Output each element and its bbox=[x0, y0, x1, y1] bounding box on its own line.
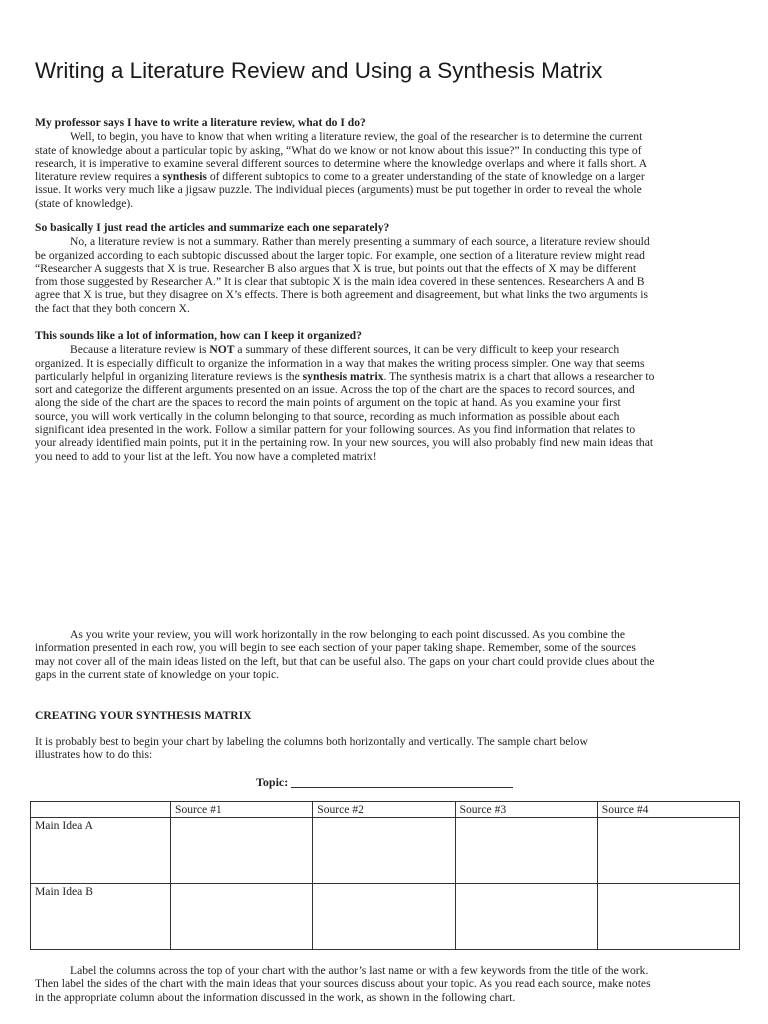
column-header-source-1: Source #1 bbox=[171, 802, 313, 818]
table-corner-cell bbox=[31, 802, 171, 818]
section-creating-matrix bbox=[35, 709, 655, 723]
emphasis-not: NOT bbox=[209, 343, 235, 357]
page-title: Writing a Literature Review and Using a Synthesis Matrix bbox=[35, 58, 603, 83]
table-row bbox=[31, 818, 740, 884]
table-cell bbox=[171, 884, 313, 950]
topic-line bbox=[256, 775, 513, 790]
table-header-row bbox=[31, 802, 740, 818]
topic-label: Topic: bbox=[256, 775, 289, 789]
paragraph: Well, to begin, you have to know that when writing a literature review, the goal of the researcher is to determine the current state of knowledge about a particular topic by asking, “What do we know or not know about this issue?” In conducting this type of research, it is imperative to examine several different sources to determine where the knowledge overlaps and where it falls short. A literature review requires a synthesis of different subtopics to come to a greater understanding of the state of knowledge on a larger issue. It works very much like a jigsaw puzzle. The individual pieces (arguments) must be put together in order to reveal the whole (state of knowledge). bbox=[35, 130, 647, 210]
section-organize bbox=[35, 329, 655, 463]
row-label-main-idea-a: Main Idea A bbox=[31, 818, 171, 884]
question-heading: So basically I just read the articles and summarize each one separately? bbox=[35, 221, 390, 234]
synthesis-matrix-table bbox=[30, 801, 740, 950]
paragraph: Because a literature review is NOT a summary of these different sources, it can be very difficult to keep your research organized. It is especially difficult to organize the information in a way that makes the writing process simpler. One way that seems particularly helpful in organizing literature reviews is the synthesis matrix. The synthesis matrix is a chart that allows a researcher to sort and categorize the different arguments presented on an issue. Across the top of the chart are the spaces to record sources, and along the side of the chart are the spaces to record the main points of argument on the topic at hand. As you examine your first source, you will work vertically in the column belonging to that source, recording as much information as possible about each significant idea presented in the work. Follow a similar pattern for your following sources. As you find information that relates to your already identified main points, put it in the pertaining row. In your new sources, you will also probably find new main ideas that you need to add to your list at the left. You now have a completed matrix! bbox=[35, 343, 655, 463]
question-heading: My professor says I have to write a literature review, what do I do? bbox=[35, 116, 366, 129]
table-cell bbox=[597, 818, 739, 884]
section-write-review bbox=[35, 628, 655, 681]
column-header-source-2: Source #2 bbox=[313, 802, 455, 818]
table-row bbox=[31, 884, 740, 950]
paragraph: As you write your review, you will work horizontally in the row belonging to each point discussed. As you combine the information presented in each row, you will begin to see each section of your paper taking shape. Remember, some of the sources may not cover all of the main ideas listed on the left, but that can be useful also. The gaps on your chart could provide clues about the gaps in the current state of knowledge on your topic. bbox=[35, 628, 655, 681]
table-cell bbox=[313, 818, 455, 884]
question-heading: This sounds like a lot of information, how can I keep it organized? bbox=[35, 329, 362, 342]
paragraph: Label the columns across the top of your chart with the author’s last name or with a few keywords from the title of the work. Then label the sides of the chart with the main ideas that your sources discuss about your topic. As you read each source, make notes in the appropriate column about the information discussed in the work, as shown in the following chart. bbox=[35, 964, 651, 1004]
emphasis-synthesis: synthesis bbox=[162, 170, 207, 184]
paragraph: No, a literature review is not a summary. Rather than merely presenting a summary of each source, a literature review should be organized according to each subtopic discussed about the larger topic. For example, one section of a literature review might read “Researcher A suggests that X is true. Researcher B also argues that X is true, but points out that the effects of X may be different from those suggested by Researcher A.” It is clear that subtopic X is the main idea covered in these sentences. Researchers A and B agree that X is true, but they disagree on X’s effects. There is both agreement and disagreement, but what links the two arguments is the fact that they both concern X. bbox=[35, 235, 650, 315]
column-header-source-3: Source #3 bbox=[455, 802, 597, 818]
table-cell bbox=[455, 884, 597, 950]
section-labeling bbox=[35, 735, 605, 762]
section-label-columns bbox=[35, 964, 655, 1004]
paragraph: It is probably best to begin your chart by labeling the columns both horizontally and vertically. The sample chart below illustrates how to do this: bbox=[35, 735, 588, 762]
section-write-lit-review bbox=[35, 116, 655, 210]
section-heading: CREATING YOUR SYNTHESIS MATRIX bbox=[35, 709, 252, 722]
row-label-main-idea-b: Main Idea B bbox=[31, 884, 171, 950]
table-cell bbox=[455, 818, 597, 884]
emphasis-synthesis-matrix: synthesis matrix bbox=[302, 369, 384, 383]
table-cell bbox=[313, 884, 455, 950]
table-cell bbox=[597, 884, 739, 950]
section-summarize bbox=[35, 221, 655, 315]
table-cell bbox=[171, 818, 313, 884]
topic-blank-line bbox=[291, 787, 513, 788]
column-header-source-4: Source #4 bbox=[597, 802, 739, 818]
